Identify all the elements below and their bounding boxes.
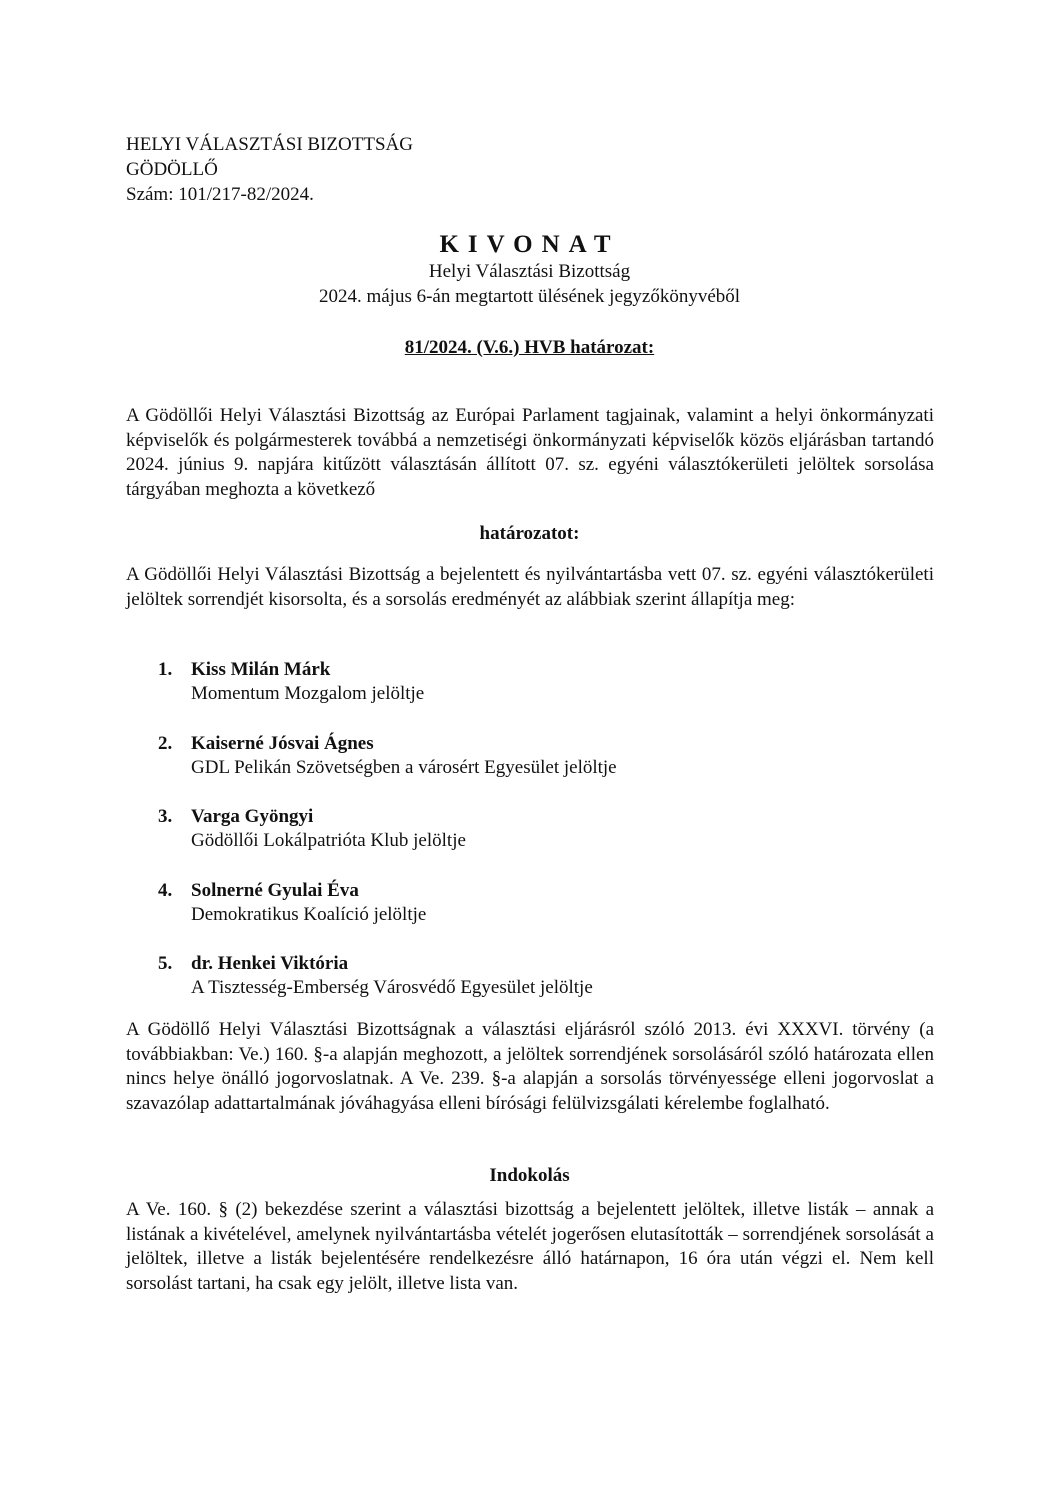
reasoning-heading: Indokolás [489, 1165, 570, 1186]
candidate-name: Varga Gyöngyi [191, 806, 314, 827]
remedy-paragraph: A Gödöllő Helyi Választási Bizottságnak a választási eljárásról szóló 2013. évi XXXVI. törvény (a továbbiakban: Ve.) 160. §-a alapján meghozott, a jelöltek sorrendjének sorsolásáról szóló határozata ellen nincs helye önálló jogorvoslatnak. A Ve. 239. §-a alapján a sorsolás törvényessége elleni jogorvoslat a szavazólap adattartalmának jóváhagyása elleni bírósági felülvizsgálati kérelembe foglalható. [126, 1019, 934, 1114]
intro-paragraph: A Gödöllői Helyi Választási Bizottság az Európai Parlament tagjainak, valamint a helyi önkormányzati képviselők és polgármesterek továbbá a nemzetiségi önkormányzati képviselők közös eljárásban tartandó 2024. június 9. napjára kitűzött választásán állított 07. sz. egyéni választókerületi jelöltek sorsolása tárgyában meghozta a következő [126, 405, 934, 500]
candidate-number: 2. [158, 732, 173, 754]
issuer-name: HELYI VÁLASZTÁSI BIZOTTSÁG [126, 134, 413, 155]
candidate-number: 4. [158, 879, 173, 901]
subtitle-line-2: 2024. május 6-án megtartott ülésének jegyzőkönyvéből [318, 286, 741, 307]
issuer-header [126, 132, 413, 207]
subtitle-line-1: Helyi Választási Bizottság [428, 261, 631, 282]
decision-heading: határozatot: [479, 523, 580, 544]
case-number: Szám: 101/217-82/2024. [126, 184, 314, 205]
candidate-party: GDL Pelikán Szövetségben a városért Egyesület jelöltje [191, 756, 617, 778]
document-title: KIVONAT [439, 231, 620, 258]
candidate-name: Kiss Milán Márk [191, 659, 331, 680]
document-subtitle [0, 259, 1059, 309]
candidate-name: dr. Henkei Viktória [191, 953, 349, 974]
resolution-number: 81/2024. (V.6.) HVB határozat: [404, 337, 655, 358]
reasoning-paragraph: A Ve. 160. § (2) bekezdése szerint a választási bizottság a bejelentett jelöltek, illetve listák – annak a listának a kivételével, amelynek nyilvántartásba vételét jogerősen elutasították – sorrendjének sorsolását a jelöltek, illetve a listák bejelentésére rendelkezésre álló határnapon, 16 óra után végzi el. Nem kell sorsolást tartani, ha csak egy jelölt, illetve lista van. [126, 1199, 934, 1294]
candidate-name: Kaiserné Jósvai Ágnes [191, 732, 374, 754]
candidate-name: Solnerné Gyulai Éva [191, 879, 359, 901]
candidate-number: 3. [158, 806, 173, 827]
candidate-party: Gödöllői Lokálpatrióta Klub jelöltje [191, 830, 466, 851]
candidate-party: Demokratikus Koalíció jelöltje [191, 903, 427, 925]
decision-paragraph: A Gödöllői Helyi Választási Bizottság a bejelentett és nyilvántartásba vett 07. sz. egyéni választókerületi jelöltek sorrendjét kisorsolta, és a sorsolás eredményét az alábbiak szerint állapítja meg: [126, 564, 934, 610]
candidate-number: 1. [158, 659, 173, 680]
candidate-number: 5. [158, 953, 173, 974]
issuer-city: GÖDÖLLŐ [126, 159, 218, 180]
candidate-party: Momentum Mozgalom jelöltje [191, 683, 425, 704]
candidate-party: A Tisztesség-Emberség Városvédő Egyesület jelöltje [191, 977, 593, 998]
